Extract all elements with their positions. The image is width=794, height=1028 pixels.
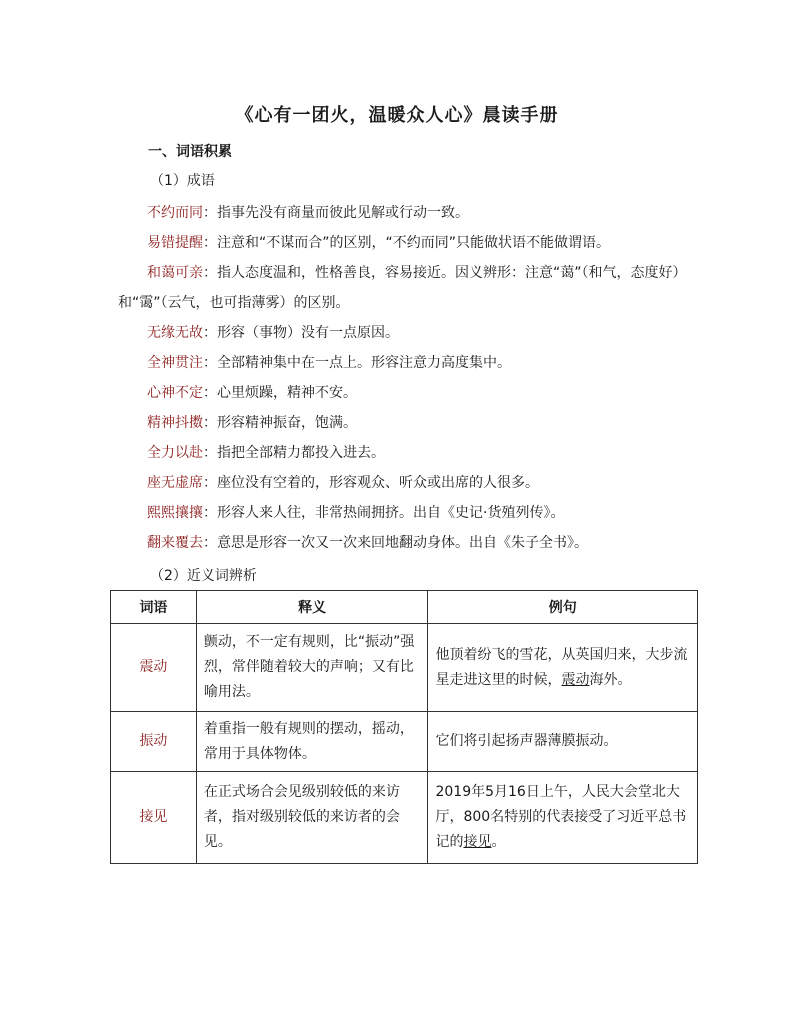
example-text: 它们将引起扬声器薄膜振动。	[435, 733, 618, 749]
section-heading: 一、词语积累	[148, 144, 232, 160]
subsection-heading-synonyms: （2）近义词辨析	[150, 568, 257, 584]
idiom-definition: ：注意和“不谋而合”的区别，“不约而同”只能做状语不能做谓语。	[203, 235, 611, 251]
idiom-entry	[118, 198, 688, 228]
table-cell-example	[428, 772, 698, 864]
idiom-entry	[118, 228, 688, 258]
table-row	[111, 772, 698, 864]
idiom-term: 全神贯注	[147, 355, 203, 371]
idiom-definition: ：座位没有空着的，形容观众、听众或出席的人很多。	[203, 475, 539, 491]
idiom-definition: ：全部精神集中在一点上。形容注意力高度集中。	[203, 355, 511, 371]
example-text: 他顶着纷飞的雪花，从英国归来，大步流星走进这里的时候，	[435, 646, 688, 688]
example-text-end: 。	[491, 834, 506, 850]
idiom-entry	[118, 378, 688, 408]
example-keyword: 接见	[463, 834, 492, 850]
column-header-word: 词语	[111, 591, 197, 624]
table-cell-meaning: 着重指一般有规则的摆动，摇动，常用于具体物体。	[196, 712, 428, 772]
idiom-definition: ：形容精神振奋，饱满。	[203, 415, 357, 431]
idiom-term: 不约而同	[147, 205, 203, 221]
idiom-entry	[118, 408, 688, 438]
page-title: 《心有一团火，温暖众人心》晨读手册	[235, 105, 559, 126]
idiom-definition: ：形容（事物）没有一点原因。	[203, 325, 399, 341]
idiom-definition: ：指把全部精力都投入进去。	[203, 445, 385, 461]
table-cell-example	[428, 712, 698, 772]
idiom-term: 易错提醒	[147, 235, 203, 251]
idiom-term: 心神不定	[147, 385, 203, 401]
table-cell-word: 振动	[111, 712, 197, 772]
example-keyword: 震动	[561, 671, 590, 688]
idiom-entry	[118, 258, 688, 318]
table-cell-meaning: 在正式场合会见级别较低的来访者，指对级别较低的来访者的会见。	[196, 772, 428, 864]
idiom-definition: ：意思是形容一次又一次来回地翻动身体。出自《朱子全书》。	[203, 535, 588, 551]
idiom-definition: ：心里烦躁，精神不安。	[203, 385, 357, 401]
table-header-row	[111, 591, 698, 624]
idiom-definition: ：形容人来人往，非常热闹拥挤。出自《史记·货殖列传》。	[203, 505, 565, 521]
idiom-term: 熙熙攘攘	[147, 505, 203, 521]
idiom-entry	[118, 528, 688, 558]
table-cell-meaning: 颤动，不一定有规则，比“振动”强烈，常伴随着较大的声响；又有比喻用法。	[196, 624, 428, 712]
table-cell-word: 接见	[111, 772, 197, 864]
idiom-term: 精神抖擞	[147, 415, 203, 431]
subsection-heading-idioms: （1）成语	[150, 173, 215, 189]
table-cell-word: 震动	[111, 624, 197, 712]
synonym-table	[110, 590, 698, 864]
idiom-term: 座无虚席	[147, 475, 203, 491]
column-header-meaning: 释义	[196, 591, 428, 624]
idiom-entry	[118, 498, 688, 528]
table-row	[111, 624, 698, 712]
table-row	[111, 712, 698, 772]
idiom-definition: ：指事先没有商量而彼此见解或行动一致。	[203, 205, 469, 221]
idiom-term: 翻来覆去	[147, 535, 203, 551]
table-cell-example	[428, 624, 698, 712]
idiom-term: 无缘无故	[147, 325, 203, 341]
example-text: 2019年5月16日上午，人民大会堂北大厅，800名特别的代表接受了习近平总书记的	[435, 784, 687, 850]
idiom-entry	[118, 468, 688, 498]
idiom-definition: ：指人态度温和，性格善良，容易接近。因义辨形：注意“蔼”（和气，态度好）和“霭”（云气，也可指薄雾）的区别。	[118, 265, 687, 311]
example-text-end: 海外。	[589, 671, 632, 688]
idiom-entry	[118, 348, 688, 378]
idiom-entry	[118, 318, 688, 348]
idiom-term: 全力以赴	[147, 445, 203, 461]
idiom-term: 和蔼可亲	[147, 265, 203, 281]
idiom-entry	[118, 438, 688, 468]
column-header-example: 例句	[428, 591, 698, 624]
